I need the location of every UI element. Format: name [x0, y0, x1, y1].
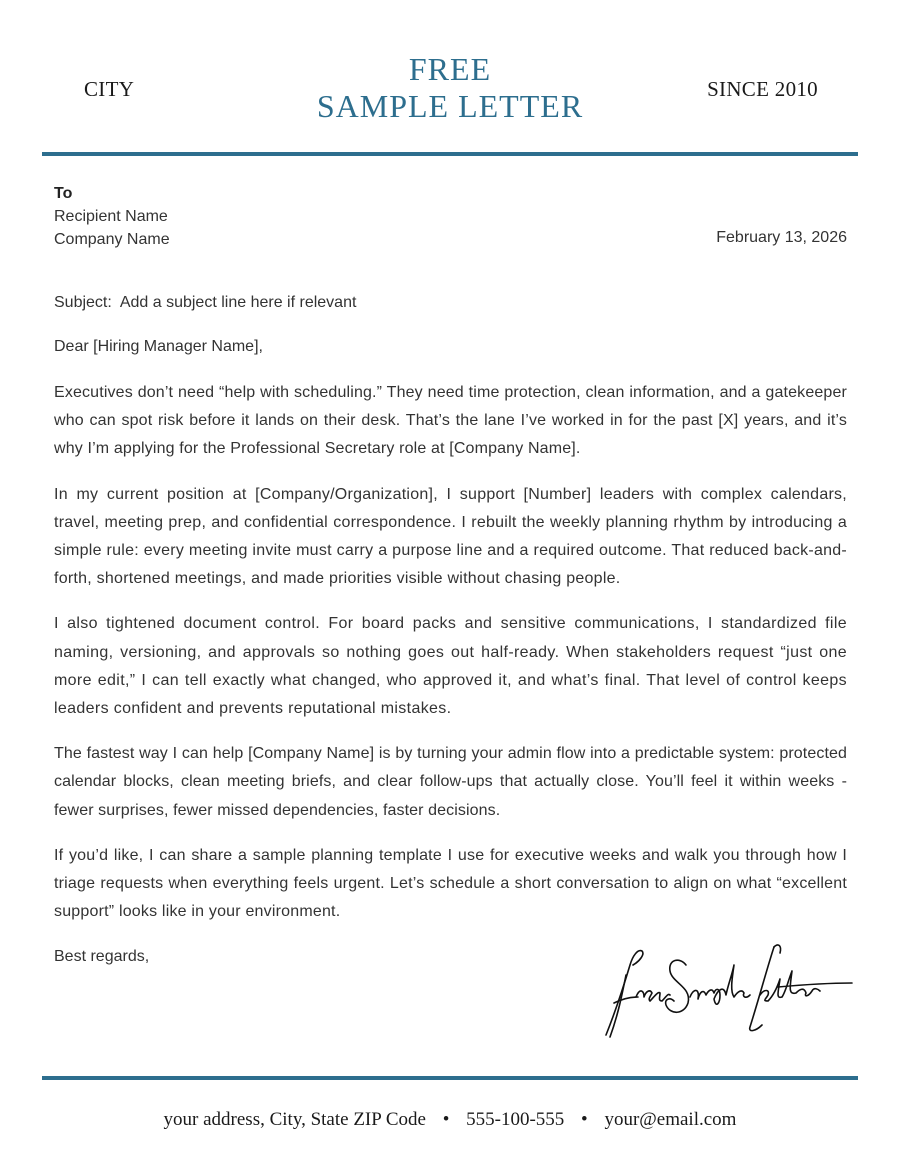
recipient-company: Company Name — [54, 231, 170, 248]
letterhead-title-line2: SAMPLE LETTER — [316, 88, 584, 124]
signature-image — [600, 935, 860, 1045]
footer-separator: • — [442, 1109, 450, 1130]
body-paragraph: If you’d like, I can share a sample planning template I use for executive weeks and walk you through how I triage requests when everything feels urgent. Let’s schedule a short conversation to align on what “excellent support” looks like in your environment. — [54, 846, 847, 921]
footer-phone: 555-100-555 — [466, 1109, 565, 1130]
letterhead-city: CITY — [84, 77, 135, 101]
footer-address: your address, City, State ZIP Code — [163, 1109, 426, 1130]
subject-line: Subject: Add a subject line here if relevant — [54, 294, 357, 311]
letter-body — [54, 379, 847, 943]
body-paragraph: In my current position at [Company/Organization], I support [Number] leaders with complex calendars, travel, meeting prep, and confidential correspondence. I rebuilt the weekly planning rhythm by introducing a simple rule: every meeting invite must carry a purpose line and a required outcome. That reduced back-and-forth, shortened meetings, and made priorities visible without chasing people. — [54, 485, 847, 588]
body-paragraph: Executives don’t need “help with scheduling.” They need time protection, clean information, and a gatekeeper who can spot risk before it lands on their desk. That’s the lane I’ve worked in for the past [X] years, and it’s why I’m applying for the Professional Secretary role at [Company Name]. — [54, 384, 847, 458]
footer-contact — [0, 1109, 900, 1131]
recipient-block — [54, 182, 170, 251]
recipient-to-label: To — [54, 185, 73, 202]
letterhead-since: SINCE 2010 — [707, 77, 818, 101]
recipient-name: Recipient Name — [54, 208, 168, 225]
letter-date: February 13, 2026 — [716, 229, 847, 246]
letterhead — [0, 0, 900, 160]
body-paragraph: The fastest way I can help [Company Name] is by turning your admin flow into a predictable system: protected calendar blocks, clean meeting briefs, and clear follow-ups that actually close. You’ll feel it within weeks - fewer surprises, fewer missed dependencies, faster decisions. — [54, 745, 847, 819]
footer-email: your@email.com — [604, 1109, 737, 1130]
body-paragraph: I also tightened document control. For board packs and sensitive communications, I standardized file naming, versioning, and approvals so nothing goes out half-ready. When stakeholders request “just one more edit,” I can tell exactly what changed, who approved it, and what’s final. That level of control keeps leaders confident and prevents reputational mistakes. — [54, 615, 847, 718]
footer-divider — [42, 1076, 858, 1080]
footer-separator: • — [581, 1109, 588, 1130]
header-divider — [42, 152, 858, 156]
salutation: Dear [Hiring Manager Name], — [54, 338, 263, 355]
letterhead-title-line1: FREE — [408, 51, 492, 87]
closing: Best regards, — [54, 948, 150, 965]
